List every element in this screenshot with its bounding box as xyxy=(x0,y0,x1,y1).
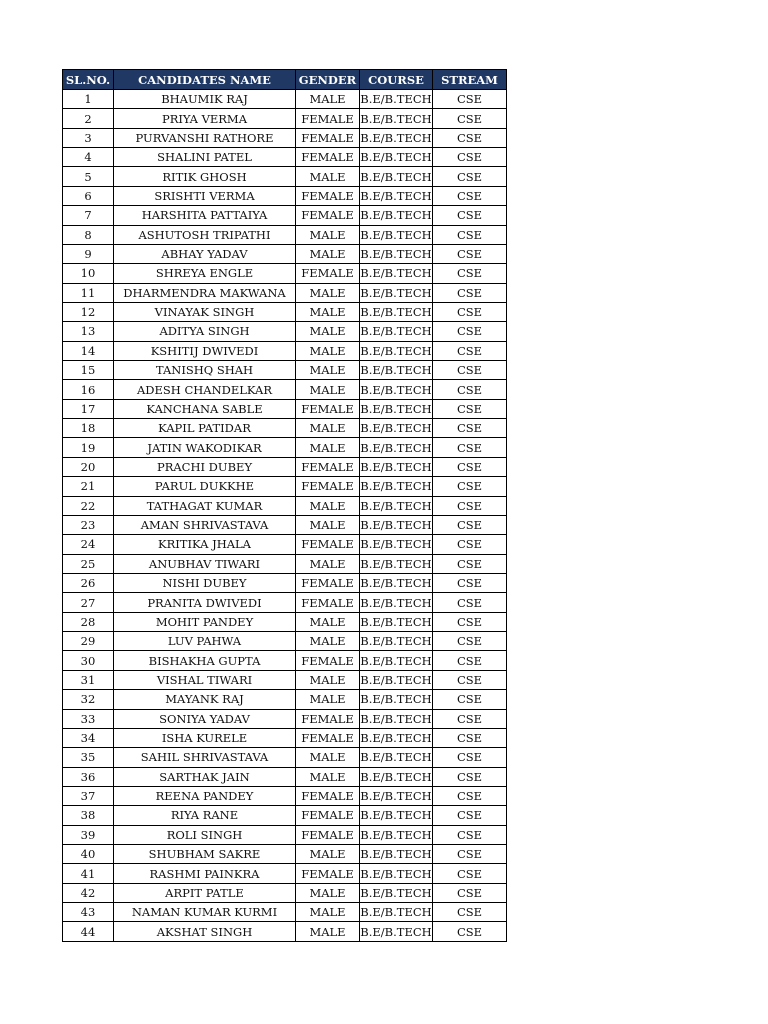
table-row xyxy=(63,612,507,631)
cell-candidate-name: PARUL DUKKHE xyxy=(114,477,296,496)
table-row xyxy=(63,709,507,728)
cell-gender: FEMALE xyxy=(296,477,360,496)
cell-stream: CSE xyxy=(433,922,507,941)
cell-stream: CSE xyxy=(433,438,507,457)
cell-course: B.E/B.TECH xyxy=(360,322,433,341)
cell-sl-no: 23 xyxy=(63,515,114,534)
cell-stream: CSE xyxy=(433,651,507,670)
cell-gender: FEMALE xyxy=(296,593,360,612)
cell-course: B.E/B.TECH xyxy=(360,806,433,825)
cell-candidate-name: LUV PAHWA xyxy=(114,632,296,651)
cell-gender: MALE xyxy=(296,496,360,515)
cell-course: B.E/B.TECH xyxy=(360,90,433,109)
cell-gender: MALE xyxy=(296,167,360,186)
cell-candidate-name: ASHUTOSH TRIPATHI xyxy=(114,225,296,244)
cell-stream: CSE xyxy=(433,767,507,786)
cell-sl-no: 40 xyxy=(63,845,114,864)
cell-course: B.E/B.TECH xyxy=(360,419,433,438)
cell-course: B.E/B.TECH xyxy=(360,341,433,360)
cell-course: B.E/B.TECH xyxy=(360,167,433,186)
cell-stream: CSE xyxy=(433,825,507,844)
cell-gender: FEMALE xyxy=(296,128,360,147)
cell-sl-no: 35 xyxy=(63,748,114,767)
cell-gender: MALE xyxy=(296,632,360,651)
cell-candidate-name: KAPIL PATIDAR xyxy=(114,419,296,438)
table-row xyxy=(63,399,507,418)
cell-candidate-name: VISHAL TIWARI xyxy=(114,670,296,689)
header-row xyxy=(63,70,507,90)
cell-course: B.E/B.TECH xyxy=(360,148,433,167)
cell-gender: MALE xyxy=(296,380,360,399)
cell-course: B.E/B.TECH xyxy=(360,903,433,922)
cell-candidate-name: TATHAGAT KUMAR xyxy=(114,496,296,515)
cell-stream: CSE xyxy=(433,748,507,767)
cell-gender: MALE xyxy=(296,322,360,341)
cell-sl-no: 31 xyxy=(63,670,114,689)
cell-sl-no: 36 xyxy=(63,767,114,786)
cell-candidate-name: BHAUMIK RAJ xyxy=(114,90,296,109)
cell-candidate-name: PURVANSHI RATHORE xyxy=(114,128,296,147)
table-row xyxy=(63,264,507,283)
cell-sl-no: 5 xyxy=(63,167,114,186)
cell-stream: CSE xyxy=(433,632,507,651)
table-row xyxy=(63,419,507,438)
cell-course: B.E/B.TECH xyxy=(360,728,433,747)
cell-candidate-name: SONIYA YADAV xyxy=(114,709,296,728)
cell-course: B.E/B.TECH xyxy=(360,554,433,573)
cell-candidate-name: ADITYA SINGH xyxy=(114,322,296,341)
cell-stream: CSE xyxy=(433,690,507,709)
cell-gender: MALE xyxy=(296,903,360,922)
cell-gender: MALE xyxy=(296,554,360,573)
cell-candidate-name: ABHAY YADAV xyxy=(114,244,296,263)
cell-stream: CSE xyxy=(433,864,507,883)
cell-stream: CSE xyxy=(433,283,507,302)
cell-gender: MALE xyxy=(296,767,360,786)
cell-sl-no: 8 xyxy=(63,225,114,244)
cell-gender: FEMALE xyxy=(296,864,360,883)
table-row xyxy=(63,845,507,864)
cell-stream: CSE xyxy=(433,90,507,109)
cell-course: B.E/B.TECH xyxy=(360,515,433,534)
cell-candidate-name: ADESH CHANDELKAR xyxy=(114,380,296,399)
cell-course: B.E/B.TECH xyxy=(360,496,433,515)
cell-course: B.E/B.TECH xyxy=(360,264,433,283)
cell-stream: CSE xyxy=(433,554,507,573)
cell-gender: FEMALE xyxy=(296,535,360,554)
cell-sl-no: 17 xyxy=(63,399,114,418)
cell-course: B.E/B.TECH xyxy=(360,302,433,321)
table-header xyxy=(63,70,507,90)
cell-candidate-name: KSHITIJ DWIVEDI xyxy=(114,341,296,360)
table-row xyxy=(63,457,507,476)
cell-course: B.E/B.TECH xyxy=(360,845,433,864)
table-row xyxy=(63,90,507,109)
cell-sl-no: 20 xyxy=(63,457,114,476)
cell-gender: FEMALE xyxy=(296,806,360,825)
cell-gender: MALE xyxy=(296,670,360,689)
cell-gender: MALE xyxy=(296,244,360,263)
cell-gender: FEMALE xyxy=(296,573,360,592)
table-row xyxy=(63,244,507,263)
table-row xyxy=(63,302,507,321)
cell-course: B.E/B.TECH xyxy=(360,109,433,128)
header-gender: GENDER xyxy=(296,70,360,90)
cell-stream: CSE xyxy=(433,302,507,321)
cell-candidate-name: RASHMI PAINKRA xyxy=(114,864,296,883)
cell-course: B.E/B.TECH xyxy=(360,690,433,709)
cell-sl-no: 6 xyxy=(63,186,114,205)
cell-candidate-name: SHALINI PATEL xyxy=(114,148,296,167)
cell-stream: CSE xyxy=(433,244,507,263)
cell-stream: CSE xyxy=(433,128,507,147)
table-body xyxy=(63,90,507,942)
table-row xyxy=(63,903,507,922)
cell-stream: CSE xyxy=(433,593,507,612)
cell-gender: MALE xyxy=(296,341,360,360)
cell-candidate-name: AKSHAT SINGH xyxy=(114,922,296,941)
cell-candidate-name: KRITIKA JHALA xyxy=(114,535,296,554)
cell-course: B.E/B.TECH xyxy=(360,244,433,263)
cell-stream: CSE xyxy=(433,148,507,167)
cell-course: B.E/B.TECH xyxy=(360,380,433,399)
cell-gender: MALE xyxy=(296,302,360,321)
table-row xyxy=(63,535,507,554)
cell-sl-no: 9 xyxy=(63,244,114,263)
cell-gender: MALE xyxy=(296,225,360,244)
cell-candidate-name: ISHA KURELE xyxy=(114,728,296,747)
table-row xyxy=(63,438,507,457)
cell-gender: FEMALE xyxy=(296,399,360,418)
cell-candidate-name: PRIYA VERMA xyxy=(114,109,296,128)
cell-sl-no: 32 xyxy=(63,690,114,709)
table-row xyxy=(63,341,507,360)
cell-gender: MALE xyxy=(296,90,360,109)
cell-stream: CSE xyxy=(433,573,507,592)
cell-sl-no: 39 xyxy=(63,825,114,844)
cell-course: B.E/B.TECH xyxy=(360,535,433,554)
cell-sl-no: 38 xyxy=(63,806,114,825)
cell-stream: CSE xyxy=(433,399,507,418)
cell-stream: CSE xyxy=(433,709,507,728)
cell-stream: CSE xyxy=(433,535,507,554)
table-row xyxy=(63,767,507,786)
cell-course: B.E/B.TECH xyxy=(360,632,433,651)
cell-sl-no: 10 xyxy=(63,264,114,283)
cell-candidate-name: RIYA RANE xyxy=(114,806,296,825)
table-row xyxy=(63,922,507,941)
candidates-table xyxy=(62,69,507,942)
cell-sl-no: 34 xyxy=(63,728,114,747)
cell-candidate-name: SHREYA ENGLE xyxy=(114,264,296,283)
cell-course: B.E/B.TECH xyxy=(360,457,433,476)
cell-course: B.E/B.TECH xyxy=(360,186,433,205)
cell-gender: FEMALE xyxy=(296,825,360,844)
table-row xyxy=(63,728,507,747)
cell-course: B.E/B.TECH xyxy=(360,206,433,225)
cell-candidate-name: PRACHI DUBEY xyxy=(114,457,296,476)
cell-course: B.E/B.TECH xyxy=(360,612,433,631)
table-row xyxy=(63,806,507,825)
table-row xyxy=(63,825,507,844)
cell-gender: MALE xyxy=(296,419,360,438)
cell-gender: MALE xyxy=(296,515,360,534)
cell-gender: MALE xyxy=(296,612,360,631)
header-sl-no: SL.NO. xyxy=(63,70,114,90)
cell-gender: FEMALE xyxy=(296,206,360,225)
table-row xyxy=(63,786,507,805)
cell-stream: CSE xyxy=(433,477,507,496)
cell-sl-no: 30 xyxy=(63,651,114,670)
table-row xyxy=(63,496,507,515)
cell-candidate-name: KANCHANA SABLE xyxy=(114,399,296,418)
cell-gender: MALE xyxy=(296,748,360,767)
cell-candidate-name: MAYANK RAJ xyxy=(114,690,296,709)
table-row xyxy=(63,593,507,612)
cell-sl-no: 24 xyxy=(63,535,114,554)
cell-course: B.E/B.TECH xyxy=(360,825,433,844)
cell-course: B.E/B.TECH xyxy=(360,573,433,592)
cell-gender: FEMALE xyxy=(296,651,360,670)
cell-sl-no: 11 xyxy=(63,283,114,302)
cell-sl-no: 14 xyxy=(63,341,114,360)
table-row xyxy=(63,690,507,709)
cell-course: B.E/B.TECH xyxy=(360,767,433,786)
cell-candidate-name: TANISHQ SHAH xyxy=(114,361,296,380)
cell-sl-no: 16 xyxy=(63,380,114,399)
cell-candidate-name: MOHIT PANDEY xyxy=(114,612,296,631)
table-row xyxy=(63,128,507,147)
cell-sl-no: 26 xyxy=(63,573,114,592)
cell-candidate-name: SAHIL SHRIVASTAVA xyxy=(114,748,296,767)
cell-stream: CSE xyxy=(433,883,507,902)
cell-stream: CSE xyxy=(433,806,507,825)
cell-gender: FEMALE xyxy=(296,728,360,747)
header-candidates-name: CANDIDATES NAME xyxy=(114,70,296,90)
cell-sl-no: 1 xyxy=(63,90,114,109)
cell-stream: CSE xyxy=(433,845,507,864)
table-row xyxy=(63,651,507,670)
table-row xyxy=(63,573,507,592)
table-row xyxy=(63,883,507,902)
table-row xyxy=(63,632,507,651)
cell-stream: CSE xyxy=(433,670,507,689)
cell-stream: CSE xyxy=(433,361,507,380)
cell-sl-no: 33 xyxy=(63,709,114,728)
cell-course: B.E/B.TECH xyxy=(360,864,433,883)
cell-gender: FEMALE xyxy=(296,264,360,283)
cell-stream: CSE xyxy=(433,380,507,399)
cell-stream: CSE xyxy=(433,903,507,922)
cell-sl-no: 27 xyxy=(63,593,114,612)
cell-stream: CSE xyxy=(433,186,507,205)
cell-candidate-name: ANUBHAV TIWARI xyxy=(114,554,296,573)
cell-course: B.E/B.TECH xyxy=(360,922,433,941)
cell-stream: CSE xyxy=(433,167,507,186)
cell-gender: FEMALE xyxy=(296,457,360,476)
cell-course: B.E/B.TECH xyxy=(360,593,433,612)
cell-course: B.E/B.TECH xyxy=(360,477,433,496)
cell-sl-no: 4 xyxy=(63,148,114,167)
cell-gender: MALE xyxy=(296,438,360,457)
cell-candidate-name: ARPIT PATLE xyxy=(114,883,296,902)
cell-stream: CSE xyxy=(433,419,507,438)
cell-candidate-name: HARSHITA PATTAIYA xyxy=(114,206,296,225)
cell-course: B.E/B.TECH xyxy=(360,670,433,689)
cell-candidate-name: ROLI SINGH xyxy=(114,825,296,844)
table-row xyxy=(63,225,507,244)
cell-candidate-name: SRISHTI VERMA xyxy=(114,186,296,205)
table-row xyxy=(63,864,507,883)
cell-sl-no: 29 xyxy=(63,632,114,651)
cell-course: B.E/B.TECH xyxy=(360,748,433,767)
cell-sl-no: 25 xyxy=(63,554,114,573)
cell-course: B.E/B.TECH xyxy=(360,709,433,728)
cell-candidate-name: JATIN WAKODIKAR xyxy=(114,438,296,457)
cell-stream: CSE xyxy=(433,496,507,515)
cell-sl-no: 18 xyxy=(63,419,114,438)
cell-sl-no: 41 xyxy=(63,864,114,883)
cell-sl-no: 19 xyxy=(63,438,114,457)
cell-candidate-name: VINAYAK SINGH xyxy=(114,302,296,321)
cell-candidate-name: SHUBHAM SAKRE xyxy=(114,845,296,864)
cell-stream: CSE xyxy=(433,225,507,244)
cell-gender: MALE xyxy=(296,922,360,941)
cell-course: B.E/B.TECH xyxy=(360,883,433,902)
cell-stream: CSE xyxy=(433,109,507,128)
cell-gender: FEMALE xyxy=(296,109,360,128)
cell-candidate-name: REENA PANDEY xyxy=(114,786,296,805)
cell-stream: CSE xyxy=(433,515,507,534)
table-row xyxy=(63,206,507,225)
cell-sl-no: 3 xyxy=(63,128,114,147)
table-row xyxy=(63,748,507,767)
cell-gender: MALE xyxy=(296,845,360,864)
cell-gender: FEMALE xyxy=(296,148,360,167)
cell-candidate-name: BISHAKHA GUPTA xyxy=(114,651,296,670)
cell-stream: CSE xyxy=(433,206,507,225)
cell-sl-no: 13 xyxy=(63,322,114,341)
cell-course: B.E/B.TECH xyxy=(360,225,433,244)
cell-stream: CSE xyxy=(433,322,507,341)
table-row xyxy=(63,670,507,689)
cell-stream: CSE xyxy=(433,457,507,476)
cell-candidate-name: RITIK GHOSH xyxy=(114,167,296,186)
table-row xyxy=(63,167,507,186)
table-row xyxy=(63,186,507,205)
cell-gender: MALE xyxy=(296,283,360,302)
table-row xyxy=(63,477,507,496)
table-row xyxy=(63,148,507,167)
cell-course: B.E/B.TECH xyxy=(360,438,433,457)
cell-sl-no: 21 xyxy=(63,477,114,496)
cell-course: B.E/B.TECH xyxy=(360,786,433,805)
cell-course: B.E/B.TECH xyxy=(360,361,433,380)
header-course: COURSE xyxy=(360,70,433,90)
table-row xyxy=(63,515,507,534)
cell-course: B.E/B.TECH xyxy=(360,283,433,302)
table-row xyxy=(63,322,507,341)
cell-course: B.E/B.TECH xyxy=(360,128,433,147)
cell-candidate-name: NISHI DUBEY xyxy=(114,573,296,592)
cell-gender: MALE xyxy=(296,883,360,902)
table-row xyxy=(63,283,507,302)
cell-candidate-name: NAMAN KUMAR KURMI xyxy=(114,903,296,922)
cell-gender: FEMALE xyxy=(296,786,360,805)
cell-stream: CSE xyxy=(433,728,507,747)
cell-candidate-name: AMAN SHRIVASTAVA xyxy=(114,515,296,534)
cell-sl-no: 42 xyxy=(63,883,114,902)
cell-sl-no: 37 xyxy=(63,786,114,805)
cell-candidate-name: PRANITA DWIVEDI xyxy=(114,593,296,612)
cell-gender: FEMALE xyxy=(296,186,360,205)
table-row xyxy=(63,554,507,573)
cell-sl-no: 43 xyxy=(63,903,114,922)
cell-gender: MALE xyxy=(296,361,360,380)
cell-candidate-name: DHARMENDRA MAKWANA xyxy=(114,283,296,302)
cell-gender: FEMALE xyxy=(296,709,360,728)
cell-stream: CSE xyxy=(433,786,507,805)
cell-gender: MALE xyxy=(296,690,360,709)
header-stream: STREAM xyxy=(433,70,507,90)
table-row xyxy=(63,380,507,399)
cell-stream: CSE xyxy=(433,264,507,283)
cell-course: B.E/B.TECH xyxy=(360,399,433,418)
cell-sl-no: 7 xyxy=(63,206,114,225)
table-row xyxy=(63,361,507,380)
cell-course: B.E/B.TECH xyxy=(360,651,433,670)
cell-sl-no: 15 xyxy=(63,361,114,380)
table-row xyxy=(63,109,507,128)
cell-sl-no: 12 xyxy=(63,302,114,321)
cell-candidate-name: SARTHAK JAIN xyxy=(114,767,296,786)
cell-stream: CSE xyxy=(433,341,507,360)
cell-sl-no: 22 xyxy=(63,496,114,515)
cell-sl-no: 28 xyxy=(63,612,114,631)
cell-sl-no: 2 xyxy=(63,109,114,128)
cell-stream: CSE xyxy=(433,612,507,631)
cell-sl-no: 44 xyxy=(63,922,114,941)
